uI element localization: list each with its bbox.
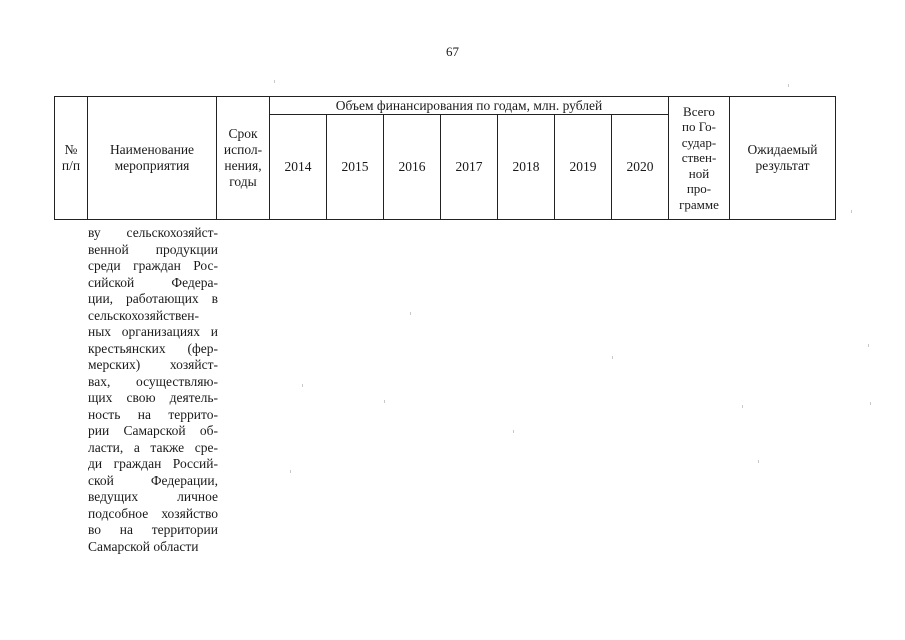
text-line: сийской Федера- — [88, 274, 218, 290]
text-line: рии Самарской об- — [88, 423, 218, 438]
scan-speck — [870, 402, 871, 405]
header-year-2016: 2016 — [384, 115, 441, 220]
text-line: вах, осуществляю- — [88, 373, 218, 389]
text-line: крестьянских (фер- — [88, 340, 218, 356]
text-line: мерских) хозяйст- — [88, 357, 218, 372]
scan-speck — [758, 460, 759, 463]
scan-speck — [868, 344, 869, 347]
header-activity-name: Наименование мероприятия — [88, 97, 217, 220]
header-year-2020: 2020 — [612, 115, 669, 220]
scan-speck — [384, 400, 385, 403]
text-line: ской Федерации, — [88, 472, 218, 488]
scan-speck — [851, 210, 852, 213]
text-line: Самарской области — [88, 538, 199, 554]
scan-speck — [410, 312, 411, 315]
text-line: ции, работающих в — [88, 291, 218, 306]
text-line: ность на террито- — [88, 406, 218, 422]
scan-speck — [788, 84, 789, 87]
text-line: подсобное хозяйство — [88, 505, 218, 521]
header-funding-group: Объем финансирования по годам, млн. рублей — [270, 97, 669, 115]
header-expected-result: Ожидаемый результат — [730, 97, 836, 220]
header-number: № п/п — [55, 97, 88, 220]
scan-speck — [742, 405, 743, 408]
header-year-2018: 2018 — [498, 115, 555, 220]
scan-speck — [274, 80, 275, 83]
text-line: ведущих личное — [88, 489, 218, 504]
text-line: щих свою деятель- — [88, 390, 218, 405]
text-line: ди граждан Россий- — [88, 456, 218, 471]
header-year-2014: 2014 — [270, 115, 327, 220]
text-line: ву сельскохозяйст- — [88, 225, 218, 240]
header-total: Всего по Го- судар- ствен- ной про- грамме — [669, 97, 730, 220]
text-line: во на территории — [88, 522, 218, 537]
text-line: ных организациях и — [88, 324, 218, 339]
activity-name-continuation — [88, 225, 218, 555]
header-year-2017: 2017 — [441, 115, 498, 220]
page-number: 67 — [446, 44, 459, 59]
text-line: сельскохозяйствен- — [88, 307, 199, 323]
scan-speck — [513, 430, 514, 433]
scan-speck — [290, 470, 291, 473]
text-line: ласти, а также сре- — [88, 439, 218, 455]
header-year-2019: 2019 — [555, 115, 612, 220]
text-line: венной продукции — [88, 241, 218, 257]
text-line: среди граждан Рос- — [88, 258, 218, 273]
header-year-2015: 2015 — [327, 115, 384, 220]
table-header — [54, 96, 836, 220]
scan-speck — [612, 356, 613, 359]
scan-speck — [302, 384, 303, 387]
header-term: Срок испол- нения, годы — [217, 97, 270, 220]
